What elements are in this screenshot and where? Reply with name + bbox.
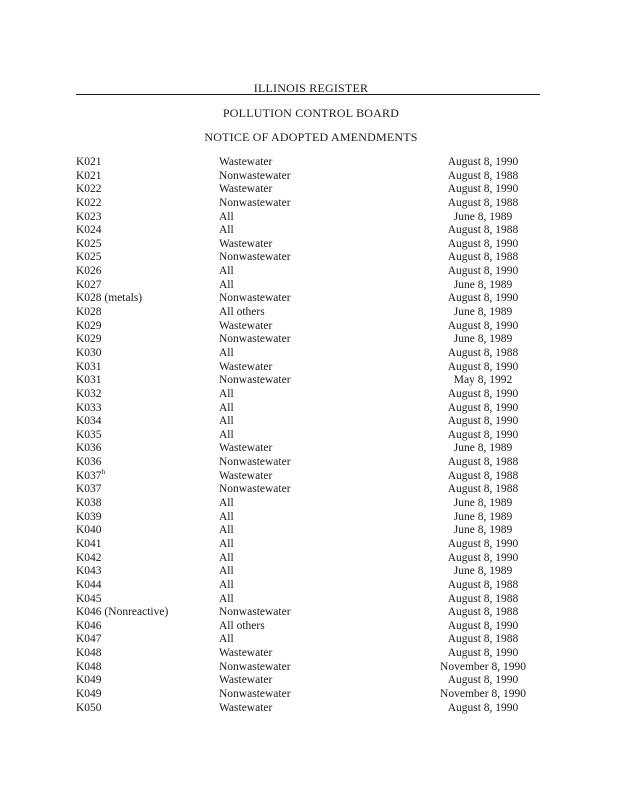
waste-form: Wastewater: [219, 237, 273, 250]
table-row: [0, 633, 622, 647]
waste-form: All: [219, 210, 234, 223]
waste-form: All: [219, 387, 234, 400]
waste-code: K036: [76, 456, 102, 469]
waste-form: Nonwastewater: [219, 606, 291, 619]
table-row: [0, 497, 622, 511]
effective-date: August 8, 1988: [447, 251, 519, 264]
effective-date: August 8, 1988: [447, 592, 519, 605]
footnote-marker: h: [101, 467, 106, 476]
effective-date: August 8, 1990: [447, 537, 519, 550]
table-row: [0, 606, 622, 620]
table-row: [0, 552, 622, 566]
effective-date: August 8, 1988: [447, 196, 519, 209]
waste-form: All: [219, 510, 234, 523]
effective-date: June 8, 1989: [453, 210, 513, 223]
waste-form: All: [219, 551, 234, 564]
table-row: [0, 306, 622, 320]
effective-date: June 8, 1989: [453, 306, 513, 319]
table-row: [0, 415, 622, 429]
table-row: [0, 538, 622, 552]
waste-form: Nonwastewater: [219, 456, 291, 469]
waste-code: K042: [76, 551, 102, 564]
table-row: [0, 347, 622, 361]
waste-code: K045: [76, 592, 102, 605]
waste-form: All: [219, 415, 234, 428]
waste-form: All: [219, 537, 234, 550]
waste-form: Nonwastewater: [219, 483, 291, 496]
effective-date: August 8, 1988: [447, 346, 519, 359]
register-title: ILLINOIS REGISTER: [253, 81, 369, 95]
waste-code: K033: [76, 401, 102, 414]
waste-form: All: [219, 633, 234, 646]
effective-date: August 8, 1988: [447, 169, 519, 182]
effective-date: November 8, 1990: [440, 687, 526, 700]
waste-code: K021: [76, 169, 102, 182]
table-row: [0, 238, 622, 252]
waste-code: K036: [76, 442, 102, 455]
effective-date: August 8, 1988: [447, 469, 519, 482]
effective-date: August 8, 1990: [447, 360, 519, 373]
table-row: [0, 183, 622, 197]
waste-form: All: [219, 524, 234, 537]
waste-code: K046 (Nonreactive): [76, 606, 169, 619]
waste-form: Wastewater: [219, 156, 273, 168]
waste-code: K025: [76, 251, 102, 264]
waste-form: Wastewater: [219, 360, 273, 373]
waste-form: Nonwastewater: [219, 169, 291, 182]
table-row: [0, 688, 622, 702]
waste-code: K049: [76, 674, 102, 687]
table-row: [0, 156, 622, 170]
table-row: [0, 467, 622, 484]
waste-code: K049: [76, 687, 102, 700]
effective-date: June 8, 1989: [453, 510, 513, 523]
table-row: [0, 524, 622, 538]
waste-code: K024: [76, 224, 102, 237]
waste-form: Nonwastewater: [219, 333, 291, 346]
header-rule: [76, 94, 540, 95]
waste-form: All: [219, 497, 234, 510]
waste-form: Nonwastewater: [219, 660, 291, 673]
table-row: [0, 211, 622, 225]
table-row: [0, 565, 622, 579]
waste-form: Nonwastewater: [219, 687, 291, 700]
notice-title: NOTICE OF ADOPTED AMENDMENTS: [204, 130, 418, 144]
effective-date: August 8, 1990: [447, 292, 519, 305]
effective-date: June 8, 1989: [453, 333, 513, 346]
effective-date: August 8, 1988: [447, 224, 519, 237]
table-row: [0, 251, 622, 265]
effective-date: August 8, 1990: [447, 183, 519, 196]
effective-date: August 8, 1988: [447, 578, 519, 591]
table-row: [0, 579, 622, 593]
table-row: [0, 661, 622, 675]
waste-code: K048: [76, 647, 102, 660]
waste-code: K029: [76, 319, 102, 332]
table-row: [0, 333, 622, 347]
effective-date: August 8, 1990: [447, 319, 519, 332]
waste-code: K048: [76, 660, 102, 673]
waste-code: K022: [76, 196, 102, 209]
waste-code: K031: [76, 374, 102, 387]
waste-form: Wastewater: [219, 647, 273, 660]
table-row: [0, 620, 622, 634]
table-row: [0, 511, 622, 525]
waste-code: K031: [76, 360, 102, 373]
table-row: [0, 674, 622, 688]
effective-date: June 8, 1989: [453, 278, 513, 291]
waste-code: K040: [76, 524, 102, 537]
table-row: [0, 647, 622, 661]
waste-form: All: [219, 428, 234, 441]
effective-date: August 8, 1990: [447, 415, 519, 428]
effective-date: August 8, 1988: [447, 633, 519, 646]
waste-code: K041: [76, 537, 102, 550]
table-row: [0, 224, 622, 238]
effective-date: August 8, 1990: [447, 401, 519, 414]
waste-code: K034: [76, 415, 102, 428]
waste-form: All: [219, 592, 234, 605]
waste-code: K037: [76, 483, 102, 496]
effective-date: November 8, 1990: [440, 660, 526, 673]
waste-form: Nonwastewater: [219, 196, 291, 209]
table-row: [0, 429, 622, 443]
waste-form: All: [219, 578, 234, 591]
waste-code: K030: [76, 346, 102, 359]
waste-form: Nonwastewater: [219, 251, 291, 264]
effective-date: August 8, 1988: [447, 483, 519, 496]
effective-date: June 8, 1989: [453, 442, 513, 455]
waste-code: K035: [76, 428, 102, 441]
effective-date: August 8, 1990: [447, 619, 519, 632]
waste-form: Wastewater: [219, 319, 273, 332]
effective-date: August 8, 1990: [447, 428, 519, 441]
waste-form: All others: [219, 619, 265, 632]
waste-code: K029: [76, 333, 102, 346]
effective-date: August 8, 1990: [447, 551, 519, 564]
waste-code: K028: [76, 306, 102, 319]
effective-date: June 8, 1989: [453, 524, 513, 537]
waste-form: All: [219, 401, 234, 414]
effective-date: August 8, 1990: [447, 647, 519, 660]
effective-date: August 8, 1988: [447, 606, 519, 619]
waste-code: K044: [76, 578, 102, 591]
waste-code: K037$^h$: [76, 467, 106, 482]
table-row: [0, 265, 622, 279]
effective-date: August 8, 1990: [447, 701, 519, 714]
waste-form: Wastewater: [219, 701, 273, 714]
effective-date: August 8, 1990: [447, 265, 519, 278]
waste-code: K025: [76, 237, 102, 250]
table-row: [0, 388, 622, 402]
waste-form: Wastewater: [219, 469, 273, 482]
effective-date: August 8, 1988: [447, 456, 519, 469]
waste-code: K046: [76, 619, 102, 632]
waste-form: Nonwastewater: [219, 374, 291, 387]
waste-form: Wastewater: [219, 442, 273, 455]
waste-form: Nonwastewater: [219, 292, 291, 305]
table-row: [0, 374, 622, 388]
table-row: [0, 361, 622, 375]
waste-code: K027: [76, 278, 102, 291]
waste-form: All: [219, 265, 234, 278]
table-row: [0, 402, 622, 416]
waste-form: All: [219, 224, 234, 237]
waste-form: All: [219, 565, 234, 578]
waste-form: All others: [219, 306, 265, 319]
waste-code: K021: [76, 156, 102, 168]
waste-form: All: [219, 278, 234, 291]
board-title: POLLUTION CONTROL BOARD: [222, 106, 400, 120]
waste-code-table: [0, 156, 622, 715]
effective-date: August 8, 1990: [447, 674, 519, 687]
effective-date: June 8, 1989: [453, 565, 513, 578]
effective-date: June 8, 1989: [453, 497, 513, 510]
waste-code: K038: [76, 497, 102, 510]
table-row: [0, 702, 622, 716]
table-row: [0, 170, 622, 184]
effective-date: August 8, 1990: [447, 387, 519, 400]
table-row: [0, 197, 622, 211]
effective-date: August 8, 1990: [447, 237, 519, 250]
waste-code: K050: [76, 701, 102, 714]
waste-code: K047: [76, 633, 102, 646]
table-row: [0, 320, 622, 334]
waste-code: K023: [76, 210, 102, 223]
table-row: [0, 456, 622, 470]
waste-code: K022: [76, 183, 102, 196]
waste-code: K026: [76, 265, 102, 278]
waste-code: K043: [76, 565, 102, 578]
table-row: [0, 292, 622, 306]
table-row: [0, 593, 622, 607]
effective-date: August 8, 1990: [447, 156, 519, 168]
waste-code: K028 (metals): [76, 292, 143, 305]
table-row: [0, 442, 622, 456]
effective-date: May 8, 1992: [453, 374, 513, 387]
waste-code: K032: [76, 387, 102, 400]
table-row: [0, 483, 622, 497]
waste-form: All: [219, 346, 234, 359]
table-row: [0, 279, 622, 293]
waste-code: K039: [76, 510, 102, 523]
waste-form: Wastewater: [219, 674, 273, 687]
waste-form: Wastewater: [219, 183, 273, 196]
